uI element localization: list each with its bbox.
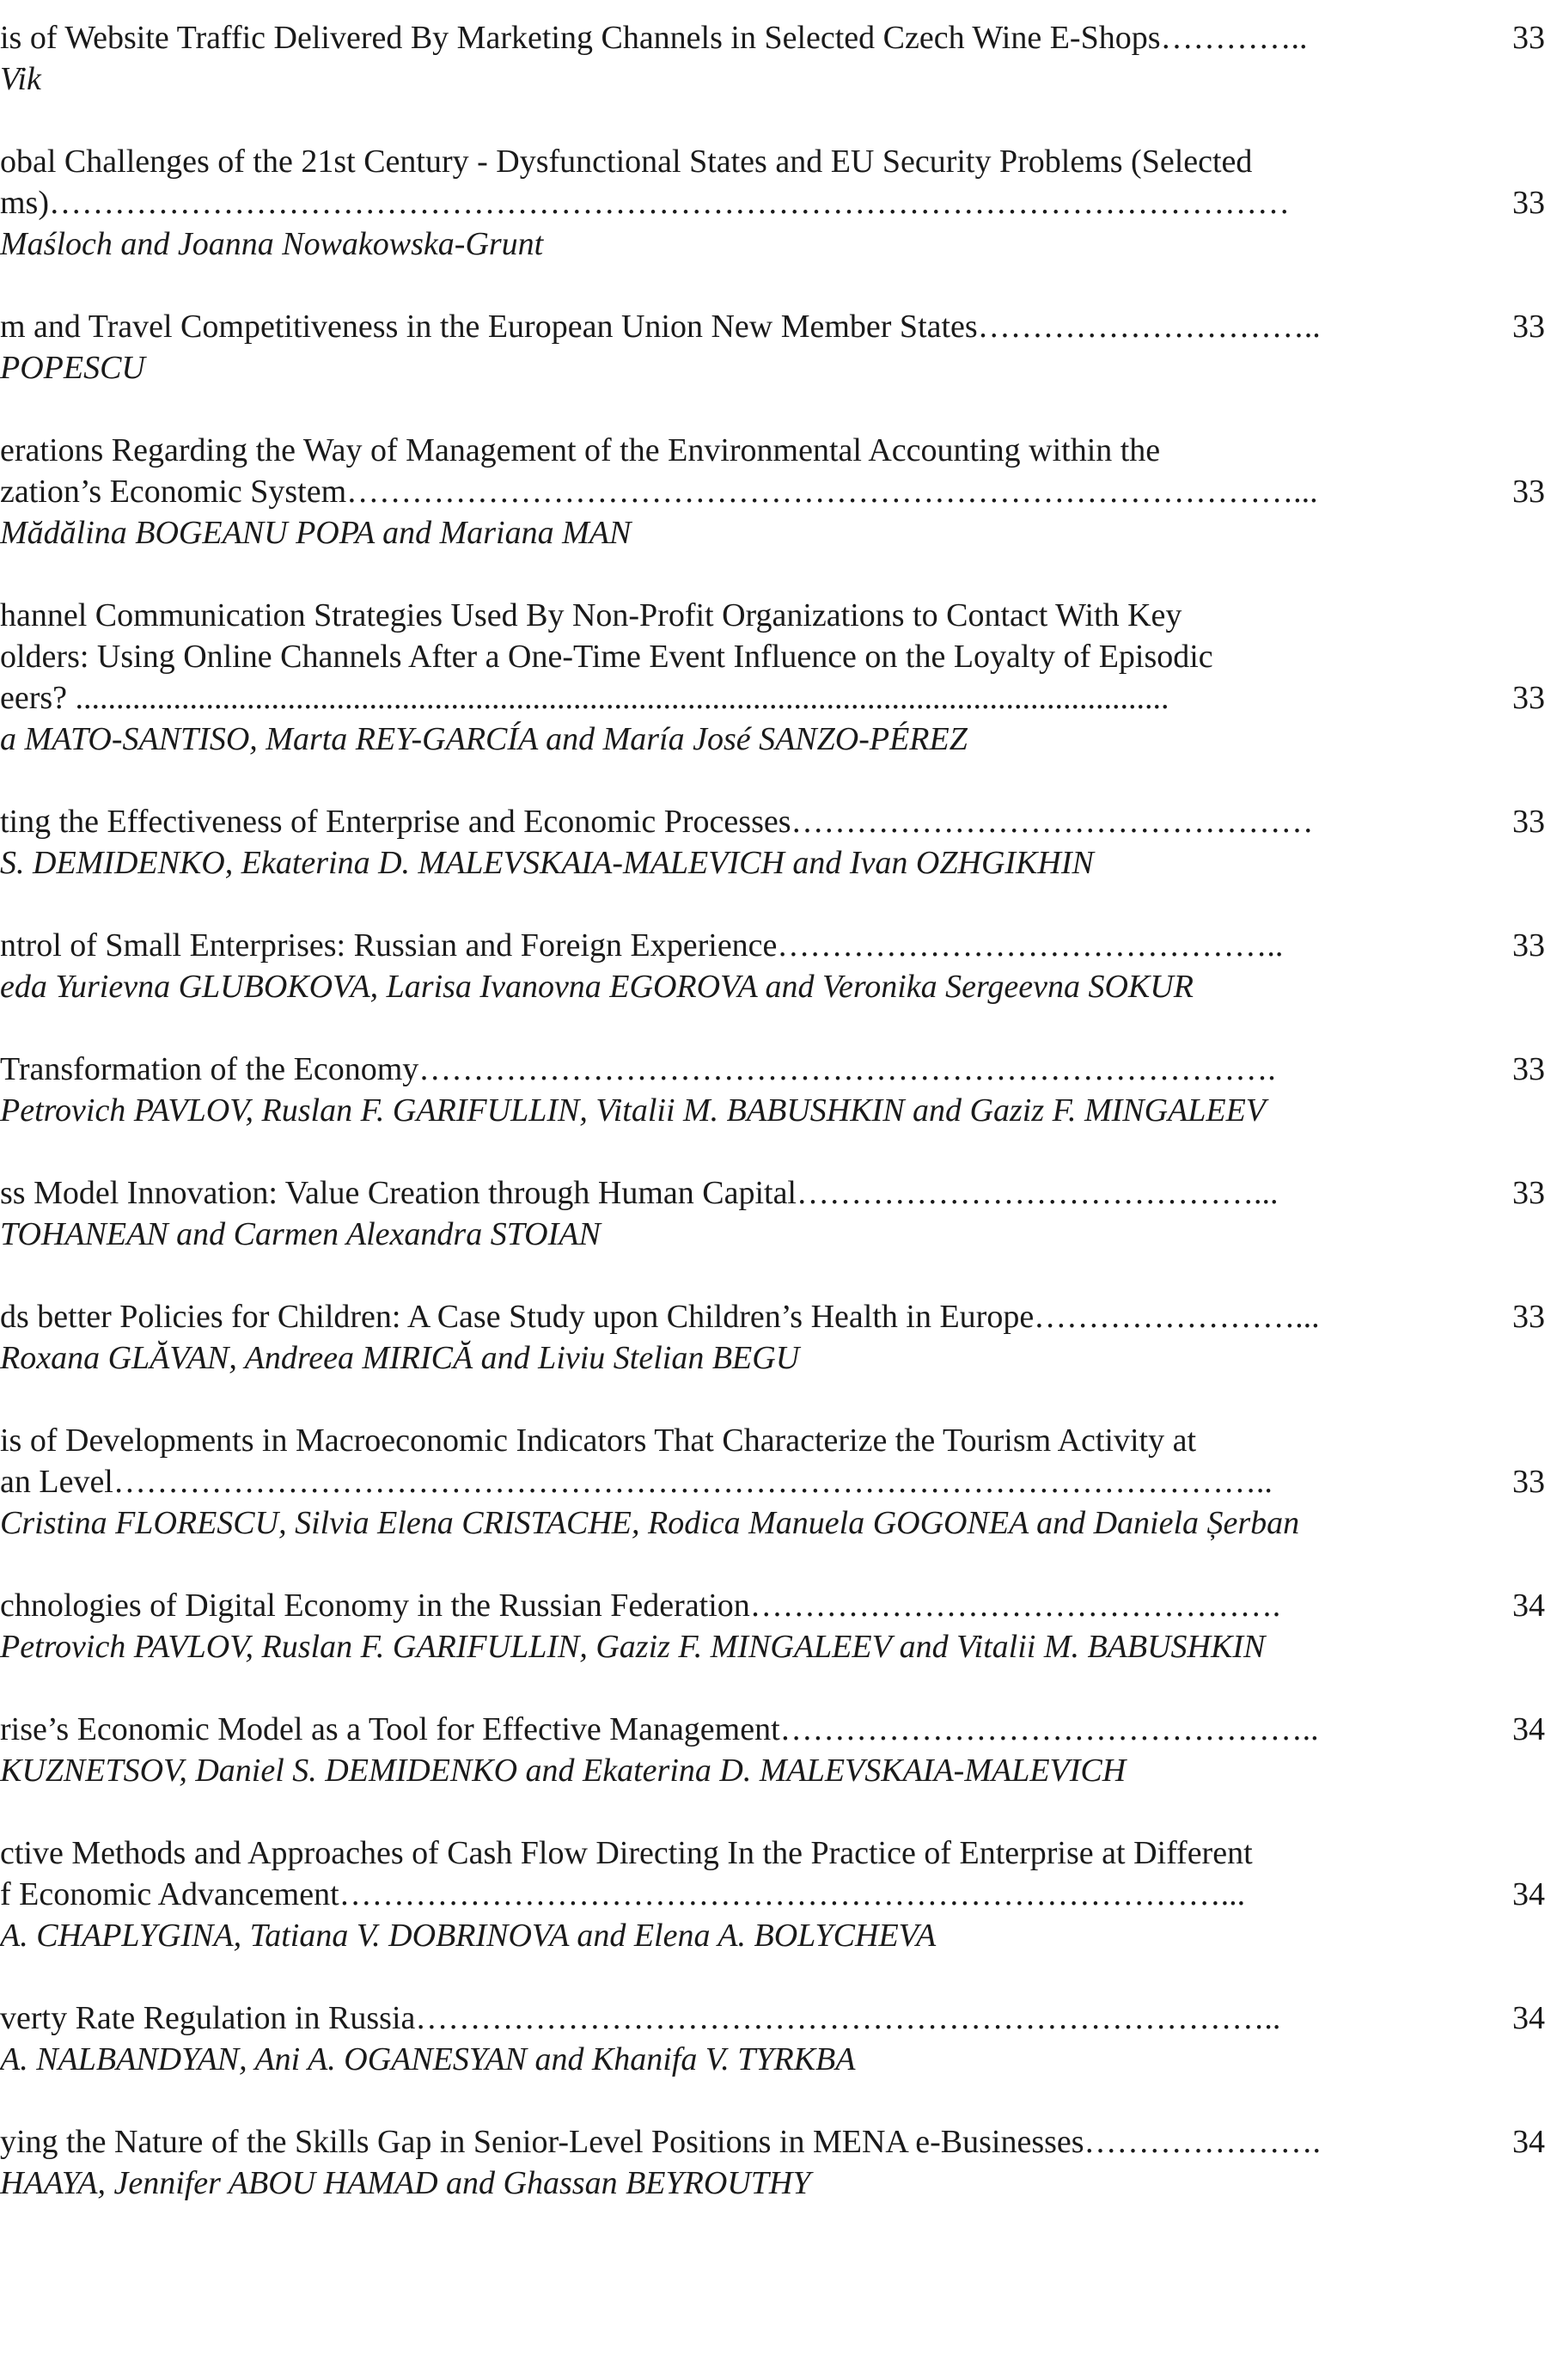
toc-entry-authors: Cristina FLORESCU, Silvia Elena CRISTACHE, Rodica Manuela GOGONEA and Daniela Șerban [0,1505,1300,1541]
toc-entry-authors: A. CHAPLYGINA, Tatiana V. DOBRINOVA and Elena A. BOLYCHEVA [0,1918,937,1954]
toc-entry-page-number: 33 [1512,1175,1545,1211]
toc-entry-title: ntrol of Small Enterprises: Russian and Foreign Experience……………………………………….. [0,927,1284,964]
toc-entry-title: ds better Policies for Children: A Case Study upon Children’s Health in Europe……………………... [0,1299,1320,1335]
toc-entry-title: m and Travel Competitiveness in the European Union New Member States………………………….. [0,309,1321,345]
toc-entry-page-number: 33 [1512,804,1545,840]
toc-entry-page-number: 33 [1512,1464,1545,1500]
toc-entry-title: f Economic Advancement………………………………………………………………………... [0,1876,1246,1912]
toc-entry-authors: HAAYA, Jennifer ABOU HAMAD and Ghassan BEYROUTHY [0,2165,811,2201]
toc-entry-authors: Mădălina BOGEANU POPA and Mariana MAN [0,515,632,551]
toc-entry-authors: a MATO-SANTISO, Marta REY-GARCÍA and María José SANZO-PÉREZ [0,721,968,757]
toc-entry-page-number: 34 [1512,1711,1545,1747]
toc-entry-title: ting the Effectiveness of Enterprise and Economic Processes………………………………………… [0,804,1314,840]
toc-entry-title: is of Developments in Macroeconomic Indicators That Characterize the Tourism Activity at [0,1422,1197,1459]
toc-entry-title: obal Challenges of the 21st Century - Dysfunctional States and EU Security Problems (Selected [0,144,1253,180]
toc-entry-page-number: 34 [1512,2124,1545,2160]
toc-entry-page-number: 33 [1512,927,1545,964]
toc-entry-page-number: 33 [1512,1051,1545,1087]
toc-entry-title: eers? ...................................................................................................................................... [0,680,1169,716]
toc-entry-title: olders: Using Online Channels After a One-Time Event Influence on the Loyalty of Episodic [0,639,1213,675]
toc-entry-authors: A. NALBANDYAN, Ani A. OGANESYAN and Khanifa V. TYRKBA [0,2041,856,2077]
toc-entry-authors: Petrovich PAVLOV, Ruslan F. GARIFULLIN, Gaziz F. MINGALEEV and Vitalii M. BABUSHKIN [0,1629,1266,1665]
toc-entry-authors: Maśloch and Joanna Nowakowska-Grunt [0,226,544,262]
toc-entry-title: zation’s Economic System……………………………………………………………………………... [0,474,1318,510]
toc-entry-authors: POPESCU [0,350,145,386]
toc-entry-page-number: 34 [1512,1588,1545,1624]
toc-entry-authors: Vik [0,61,41,97]
toc-entry-title: ss Model Innovation: Value Creation through Human Capital……………………………………... [0,1175,1279,1211]
toc-entry-title: rise’s Economic Model as a Tool for Effective Management………………………………………….. [0,1711,1319,1747]
toc-entry-page-number: 33 [1512,20,1545,56]
toc-entry-authors: KUZNETSOV, Daniel S. DEMIDENKO and Ekaterina D. MALEVSKAIA-MALEVICH [0,1753,1127,1789]
toc-entry-authors: TOHANEAN and Carmen Alexandra STOIAN [0,1216,601,1252]
toc-entry-page-number: 34 [1512,1876,1545,1912]
toc-entry-title: ctive Methods and Approaches of Cash Flow Directing In the Practice of Enterprise at Different [0,1835,1253,1871]
toc-entry-title: is of Website Traffic Delivered By Marketing Channels in Selected Czech Wine E-Shops………….. [0,20,1308,56]
toc-entry-authors: Roxana GLĂVAN, Andreea MIRICĂ and Liviu Stelian BEGU [0,1340,800,1376]
toc-entry-authors: Petrovich PAVLOV, Ruslan F. GARIFULLIN, Vitalii M. BABUSHKIN and Gaziz F. MINGALEEV [0,1092,1267,1129]
toc-entry-title: erations Regarding the Way of Management of the Environmental Accounting within the [0,432,1161,468]
toc-entry-page-number: 33 [1512,680,1545,716]
toc-entry-title: verty Rate Regulation in Russia…………………………………………………………………….. [0,2000,1281,2036]
toc-entry-page-number: 33 [1512,1299,1545,1335]
toc-entry-title: ms)…………………………………………………………………………………………………… [0,185,1290,221]
toc-entry-title: chnologies of Digital Economy in the Russian Federation…………………………………………. [0,1588,1281,1624]
toc-entry-page-number: 33 [1512,309,1545,345]
toc-entry-page-number: 33 [1512,185,1545,221]
toc-entry-title: ying the Nature of the Skills Gap in Senior-Level Positions in MENA e-Businesses…………………. [0,2124,1322,2160]
toc-entry-page-number: 33 [1512,474,1545,510]
toc-entry-authors: eda Yurievna GLUBOKOVA, Larisa Ivanovna EGOROVA and Veronika Sergeevna SOKUR [0,969,1194,1005]
toc-entry-title: hannel Communication Strategies Used By Non-Profit Organizations to Contact With Key [0,597,1182,633]
toc-entry-authors: S. DEMIDENKO, Ekaterina D. MALEVSKAIA-MALEVICH and Ivan OZHGIKHIN [0,845,1094,881]
toc-entry-page-number: 34 [1512,2000,1545,2036]
toc-entry-title: Transformation of the Economy……………………………………………………………………. [0,1051,1276,1087]
toc-entry-title: an Level…………………………………………………………………………………………….. [0,1464,1273,1500]
